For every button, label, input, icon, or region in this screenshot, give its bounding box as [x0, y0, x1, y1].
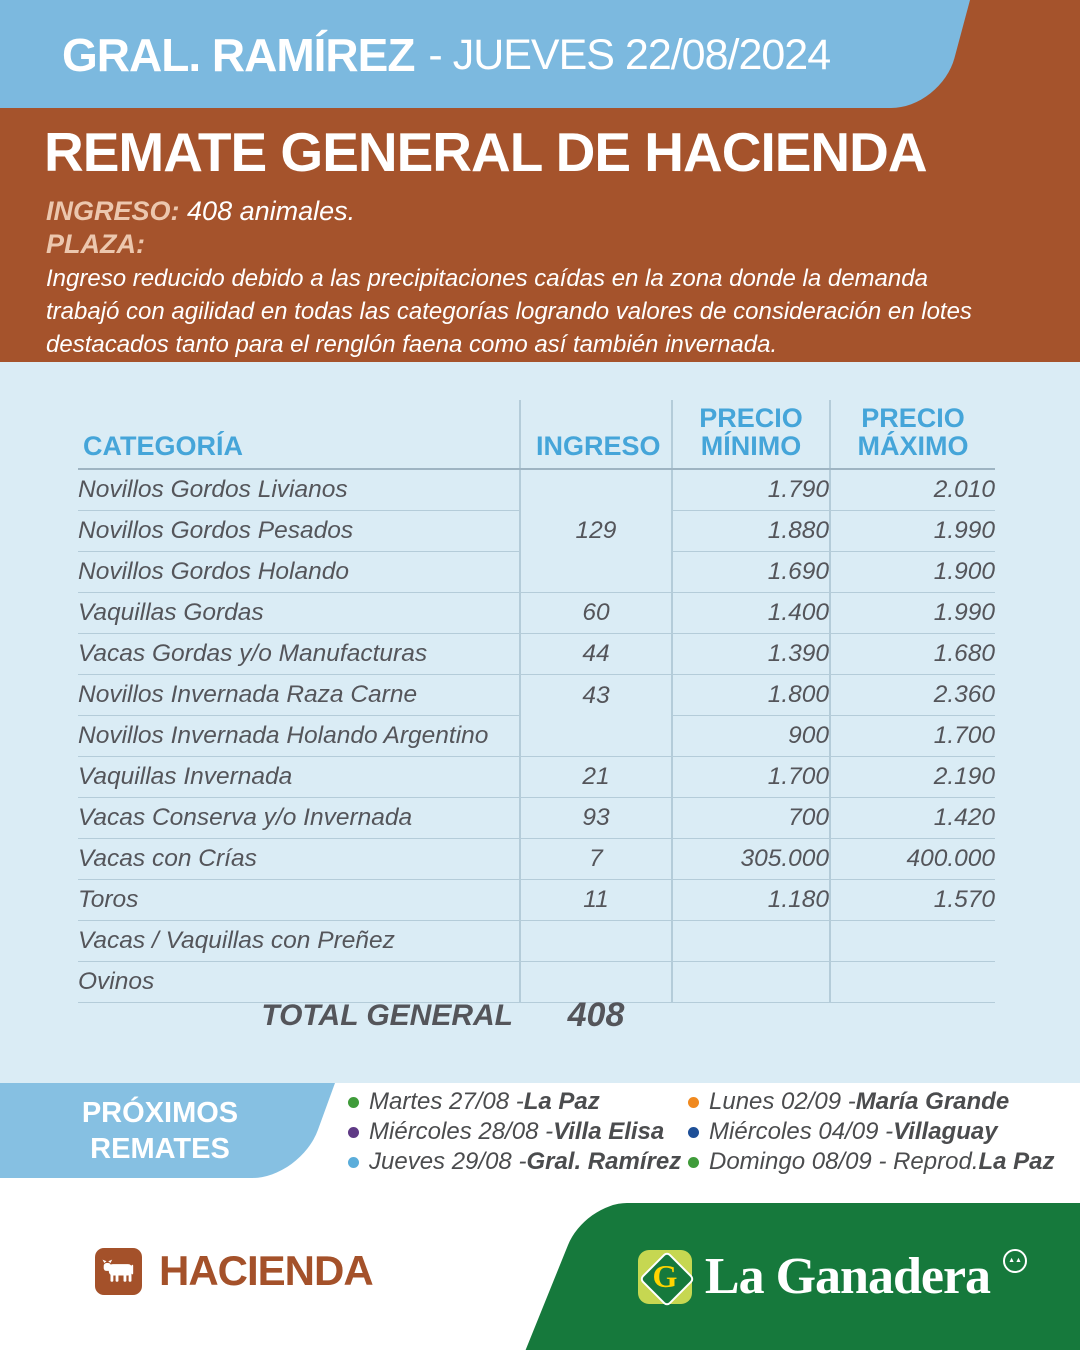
cell-categoria: Ovinos [78, 962, 520, 1003]
bullet-dot-icon [348, 1157, 359, 1168]
table-row [78, 634, 995, 675]
plaza-description: Ingreso reducido debido a las precipitaciones caídas en la zona donde la demanda trabajó con agilidad en todas las categorías logrando valores de consideración en lotes destacados tanto para el renglón faena como así también invernada. [46, 265, 972, 358]
cell-categoria: Novillos Gordos Holando [78, 552, 520, 593]
plaza-line [46, 229, 145, 260]
cell-precio-minimo: 900 [672, 716, 830, 757]
plaza-label: PLAZA: [46, 229, 145, 259]
cell-categoria: Vacas Conserva y/o Invernada [78, 798, 520, 839]
table-row [78, 757, 995, 798]
event-date: Lunes 02/09 - [709, 1088, 856, 1115]
cell-precio-minimo: 1.690 [672, 552, 830, 593]
column-header-precio-minimo: PRECIO MÍNIMO [672, 400, 830, 469]
total-value: 408 [567, 996, 625, 1034]
cell-categoria: Vacas Gordas y/o Manufacturas [78, 634, 520, 675]
list-item [688, 1117, 1055, 1147]
cell-ingreso [520, 921, 672, 962]
ingreso-label: INGRESO: [46, 196, 180, 226]
brand-name: La Ganadera [704, 1248, 991, 1305]
cell-precio-maximo: 1.990 [830, 593, 995, 634]
cell-categoria: Novillos Invernada Raza Carne [78, 675, 520, 716]
cell-precio-minimo: 1.880 [672, 511, 830, 552]
event-location: Gral. Ramírez [526, 1148, 682, 1175]
cell-categoria: Vaquillas Invernada [78, 757, 520, 798]
table-row [78, 675, 995, 716]
list-item [688, 1087, 1055, 1117]
event-date: Miércoles 04/09 - [709, 1118, 894, 1145]
cell-categoria: Vacas con Crías [78, 839, 520, 880]
cell-precio-minimo: 1.700 [672, 757, 830, 798]
cell-precio-minimo: 1.790 [672, 469, 830, 511]
column-header-ingreso: INGRESO [520, 400, 672, 469]
banner-date: - JUEVES 22/08/2024 [428, 30, 831, 79]
cell-precio-maximo: 1.700 [830, 716, 995, 757]
cell-ingreso: 21 [520, 757, 672, 798]
column-header-precio-maximo: PRECIO MÁXIMO [830, 400, 995, 469]
banner-location: GRAL. RAMÍREZ [62, 29, 415, 81]
cell-precio-minimo: 1.400 [672, 593, 830, 634]
cell-ingreso: 93 [520, 798, 672, 839]
cell-categoria: Vaquillas Gordas [78, 593, 520, 634]
cell-ingreso: 11 [520, 880, 672, 921]
cell-categoria: Novillos Gordos Pesados [78, 511, 520, 552]
hacienda-label: HACIENDA [159, 1247, 373, 1294]
cell-precio-maximo: 2.360 [830, 675, 995, 716]
event-date: Domingo 08/09 - Reprod. [709, 1148, 979, 1175]
cell-ingreso: 44 [520, 634, 672, 675]
cell-precio-maximo: 1.680 [830, 634, 995, 675]
bullet-dot-icon [688, 1157, 699, 1168]
ingreso-line [46, 196, 355, 227]
cell-precio-maximo: 2.010 [830, 469, 995, 511]
table-row [78, 593, 995, 634]
bullet-dot-icon [348, 1097, 359, 1108]
event-location: Villaguay [893, 1118, 998, 1145]
hacienda-logo [95, 1247, 373, 1295]
cell-precio-maximo [830, 921, 995, 962]
trademark-icon: ▲▲ [1003, 1249, 1027, 1273]
event-location: La Paz [523, 1088, 600, 1115]
cell-ingreso: 60 [520, 593, 672, 634]
cell-precio-maximo: 400.000 [830, 839, 995, 880]
la-ganadera-diamond-icon [638, 1250, 692, 1304]
table-row [78, 839, 995, 880]
cell-precio-maximo [830, 962, 995, 1003]
la-ganadera-logo [585, 1203, 1080, 1350]
cell-precio-maximo: 1.570 [830, 880, 995, 921]
cell-precio-minimo: 1.180 [672, 880, 830, 921]
table-row [78, 798, 995, 839]
cell-categoria: Novillos Gordos Livianos [78, 469, 520, 511]
bullet-dot-icon [688, 1097, 699, 1108]
cell-ingreso: 7 [520, 839, 672, 880]
page-title: REMATE GENERAL DE HACIENDA [44, 121, 927, 183]
cell-precio-maximo: 2.190 [830, 757, 995, 798]
cell-precio-minimo: 1.800 [672, 675, 830, 716]
cell-categoria: Vacas / Vaquillas con Preñez [78, 921, 520, 962]
brand-initial: G [652, 1258, 678, 1294]
event-date: Jueves 29/08 - [369, 1148, 527, 1175]
cell-ingreso: 43 [520, 675, 672, 757]
event-date: Martes 27/08 - [369, 1088, 524, 1115]
event-location: Villa Elisa [553, 1118, 665, 1145]
event-location: María Grande [855, 1088, 1010, 1115]
total-row [78, 998, 995, 1034]
cell-precio-minimo: 700 [672, 798, 830, 839]
cow-icon [95, 1248, 142, 1295]
cell-precio-maximo: 1.990 [830, 511, 995, 552]
column-header-categoria: CATEGORÍA [78, 400, 520, 469]
auction-table [78, 400, 995, 1003]
list-item [348, 1147, 681, 1177]
proximos-list-left [348, 1087, 681, 1177]
cell-precio-minimo [672, 962, 830, 1003]
cell-precio-minimo: 1.390 [672, 634, 830, 675]
proximos-list-right [688, 1087, 1055, 1177]
list-item [348, 1117, 681, 1147]
top-banner [62, 0, 830, 110]
table-row [78, 469, 995, 511]
list-item [348, 1087, 681, 1117]
cell-precio-minimo: 305.000 [672, 839, 830, 880]
table-row [78, 921, 995, 962]
ingreso-value: 408 animales. [187, 196, 356, 226]
cell-categoria: Novillos Invernada Holando Argentino [78, 716, 520, 757]
table-header-row [78, 400, 995, 469]
cell-precio-maximo: 1.420 [830, 798, 995, 839]
bullet-dot-icon [348, 1127, 359, 1138]
event-date: Miércoles 28/08 - [369, 1118, 554, 1145]
total-label: TOTAL GENERAL [261, 999, 513, 1032]
list-item [688, 1147, 1055, 1177]
cell-precio-minimo [672, 921, 830, 962]
cell-categoria: Toros [78, 880, 520, 921]
proximos-remates-title: PRÓXIMOS REMATES [81, 1096, 239, 1165]
cell-ingreso: 129 [520, 469, 672, 593]
table-row [78, 880, 995, 921]
cell-precio-maximo: 1.900 [830, 552, 995, 593]
event-location: La Paz [978, 1148, 1055, 1175]
bullet-dot-icon [688, 1127, 699, 1138]
